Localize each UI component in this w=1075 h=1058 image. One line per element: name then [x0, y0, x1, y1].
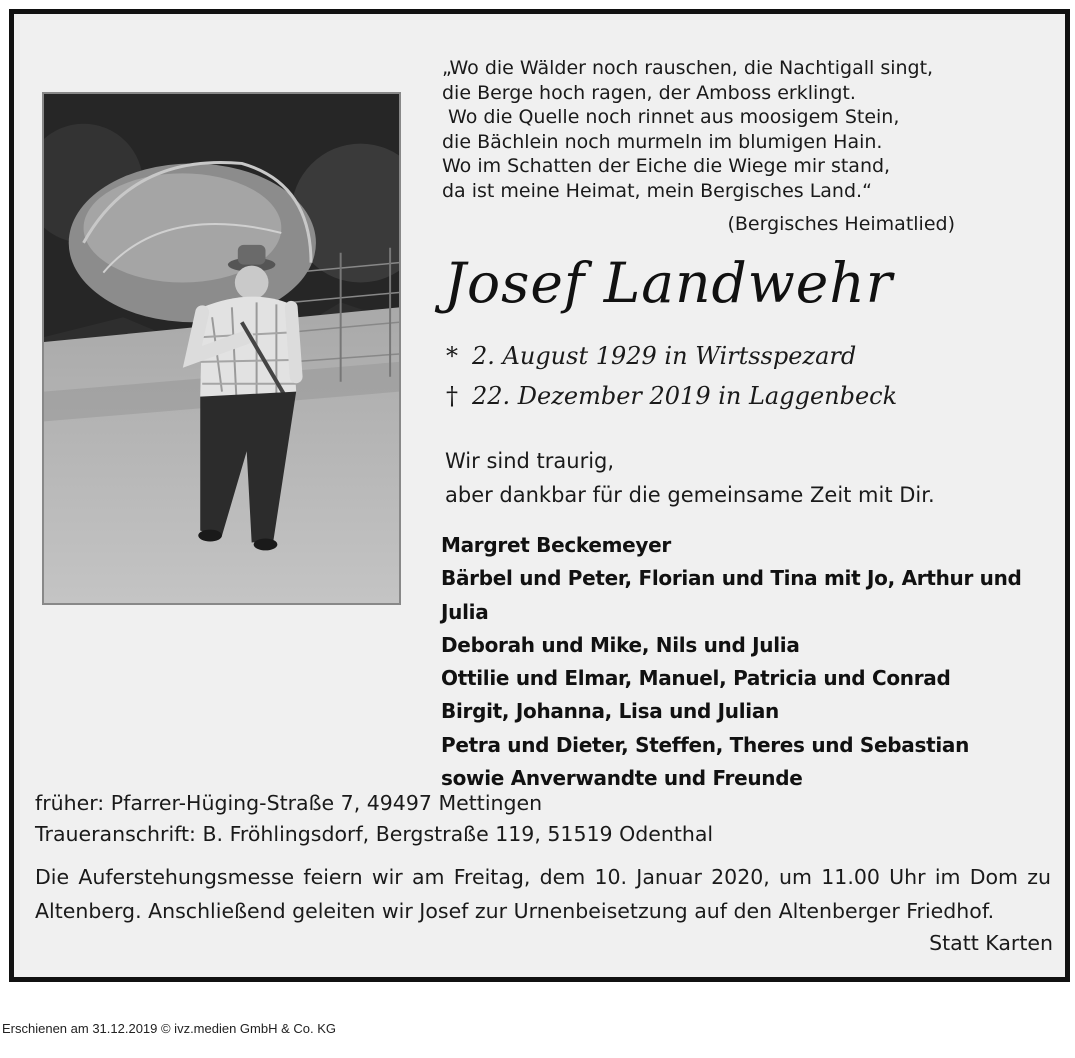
saying-line: Wir sind traurig,: [445, 449, 615, 473]
funeral-mass-text: Die Auferstehungsmesse feiern wir am Freitag, dem 10. Januar 2020, um 11.00 Uhr im Dom zu Altenberg. Anschließend geleiten wir Josef zur Urnenbeisetzung auf den Altenberger Friedhof.: [35, 865, 1051, 923]
mourning-address: Traueranschrift: B. Fröhlingsdorf, Bergstraße 119, 51519 Odenthal: [35, 822, 714, 846]
poem: [442, 56, 1002, 203]
obituary-frame: [9, 9, 1070, 982]
family-line: Ottilie und Elmar, Manuel, Patricia und Conrad: [441, 666, 951, 691]
poem-line: die Berge hoch ragen, der Amboss erklingt.: [442, 81, 856, 104]
family-line: Birgit, Johanna, Lisa und Julian: [441, 699, 779, 724]
address-block: [35, 788, 713, 850]
portrait-photo: [42, 92, 401, 605]
statt-karten: Statt Karten: [929, 931, 1053, 955]
death-cross-icon: †: [446, 382, 458, 410]
poem-line: die Bächlein noch murmeln im blumigen Hain.: [442, 130, 883, 153]
farewell-saying: [445, 444, 935, 512]
death-date: 22. Dezember 2019 in Laggenbeck: [472, 382, 898, 410]
family-line: Petra und Dieter, Steffen, Theres und Sebastian: [441, 732, 970, 757]
life-dates: [446, 336, 897, 416]
birth-star-icon: *: [446, 342, 458, 370]
birth-date: 2. August 1929 in Wirtsspezard: [472, 342, 857, 370]
poem-line: „Wo die Wälder noch rauschen, die Nachtigall singt,: [442, 57, 934, 79]
poem-line: Wo die Quelle noch rinnet aus moosigem Stein,: [442, 106, 900, 128]
birth-line: [446, 336, 897, 376]
poem-source: (Bergisches Heimatlied): [727, 213, 955, 235]
death-line: [446, 376, 897, 416]
poem-line: da ist meine Heimat, mein Bergisches Land.“: [442, 179, 872, 202]
family-list: [441, 529, 1061, 795]
family-line: sowie Anverwandte und Freunde: [441, 766, 803, 791]
family-line: Deborah und Mike, Nils und Julia: [441, 632, 800, 657]
family-line: Margret Beckemeyer: [441, 533, 671, 557]
poem-line: Wo im Schatten der Eiche die Wiege mir stand,: [442, 155, 891, 177]
saying-line: aber dankbar für die gemeinsame Zeit mit Dir.: [445, 483, 935, 507]
former-address: früher: Pfarrer-Hüging-Straße 7, 49497 Mettingen: [35, 791, 543, 815]
deceased-name: Josef Landwehr: [444, 251, 894, 315]
publication-footer: Erschienen am 31.12.2019 © ivz.medien GmbH & Co. KG: [2, 1021, 337, 1036]
family-line: Bärbel und Peter, Florian und Tina mit Jo, Arthur und Julia: [441, 566, 1022, 624]
